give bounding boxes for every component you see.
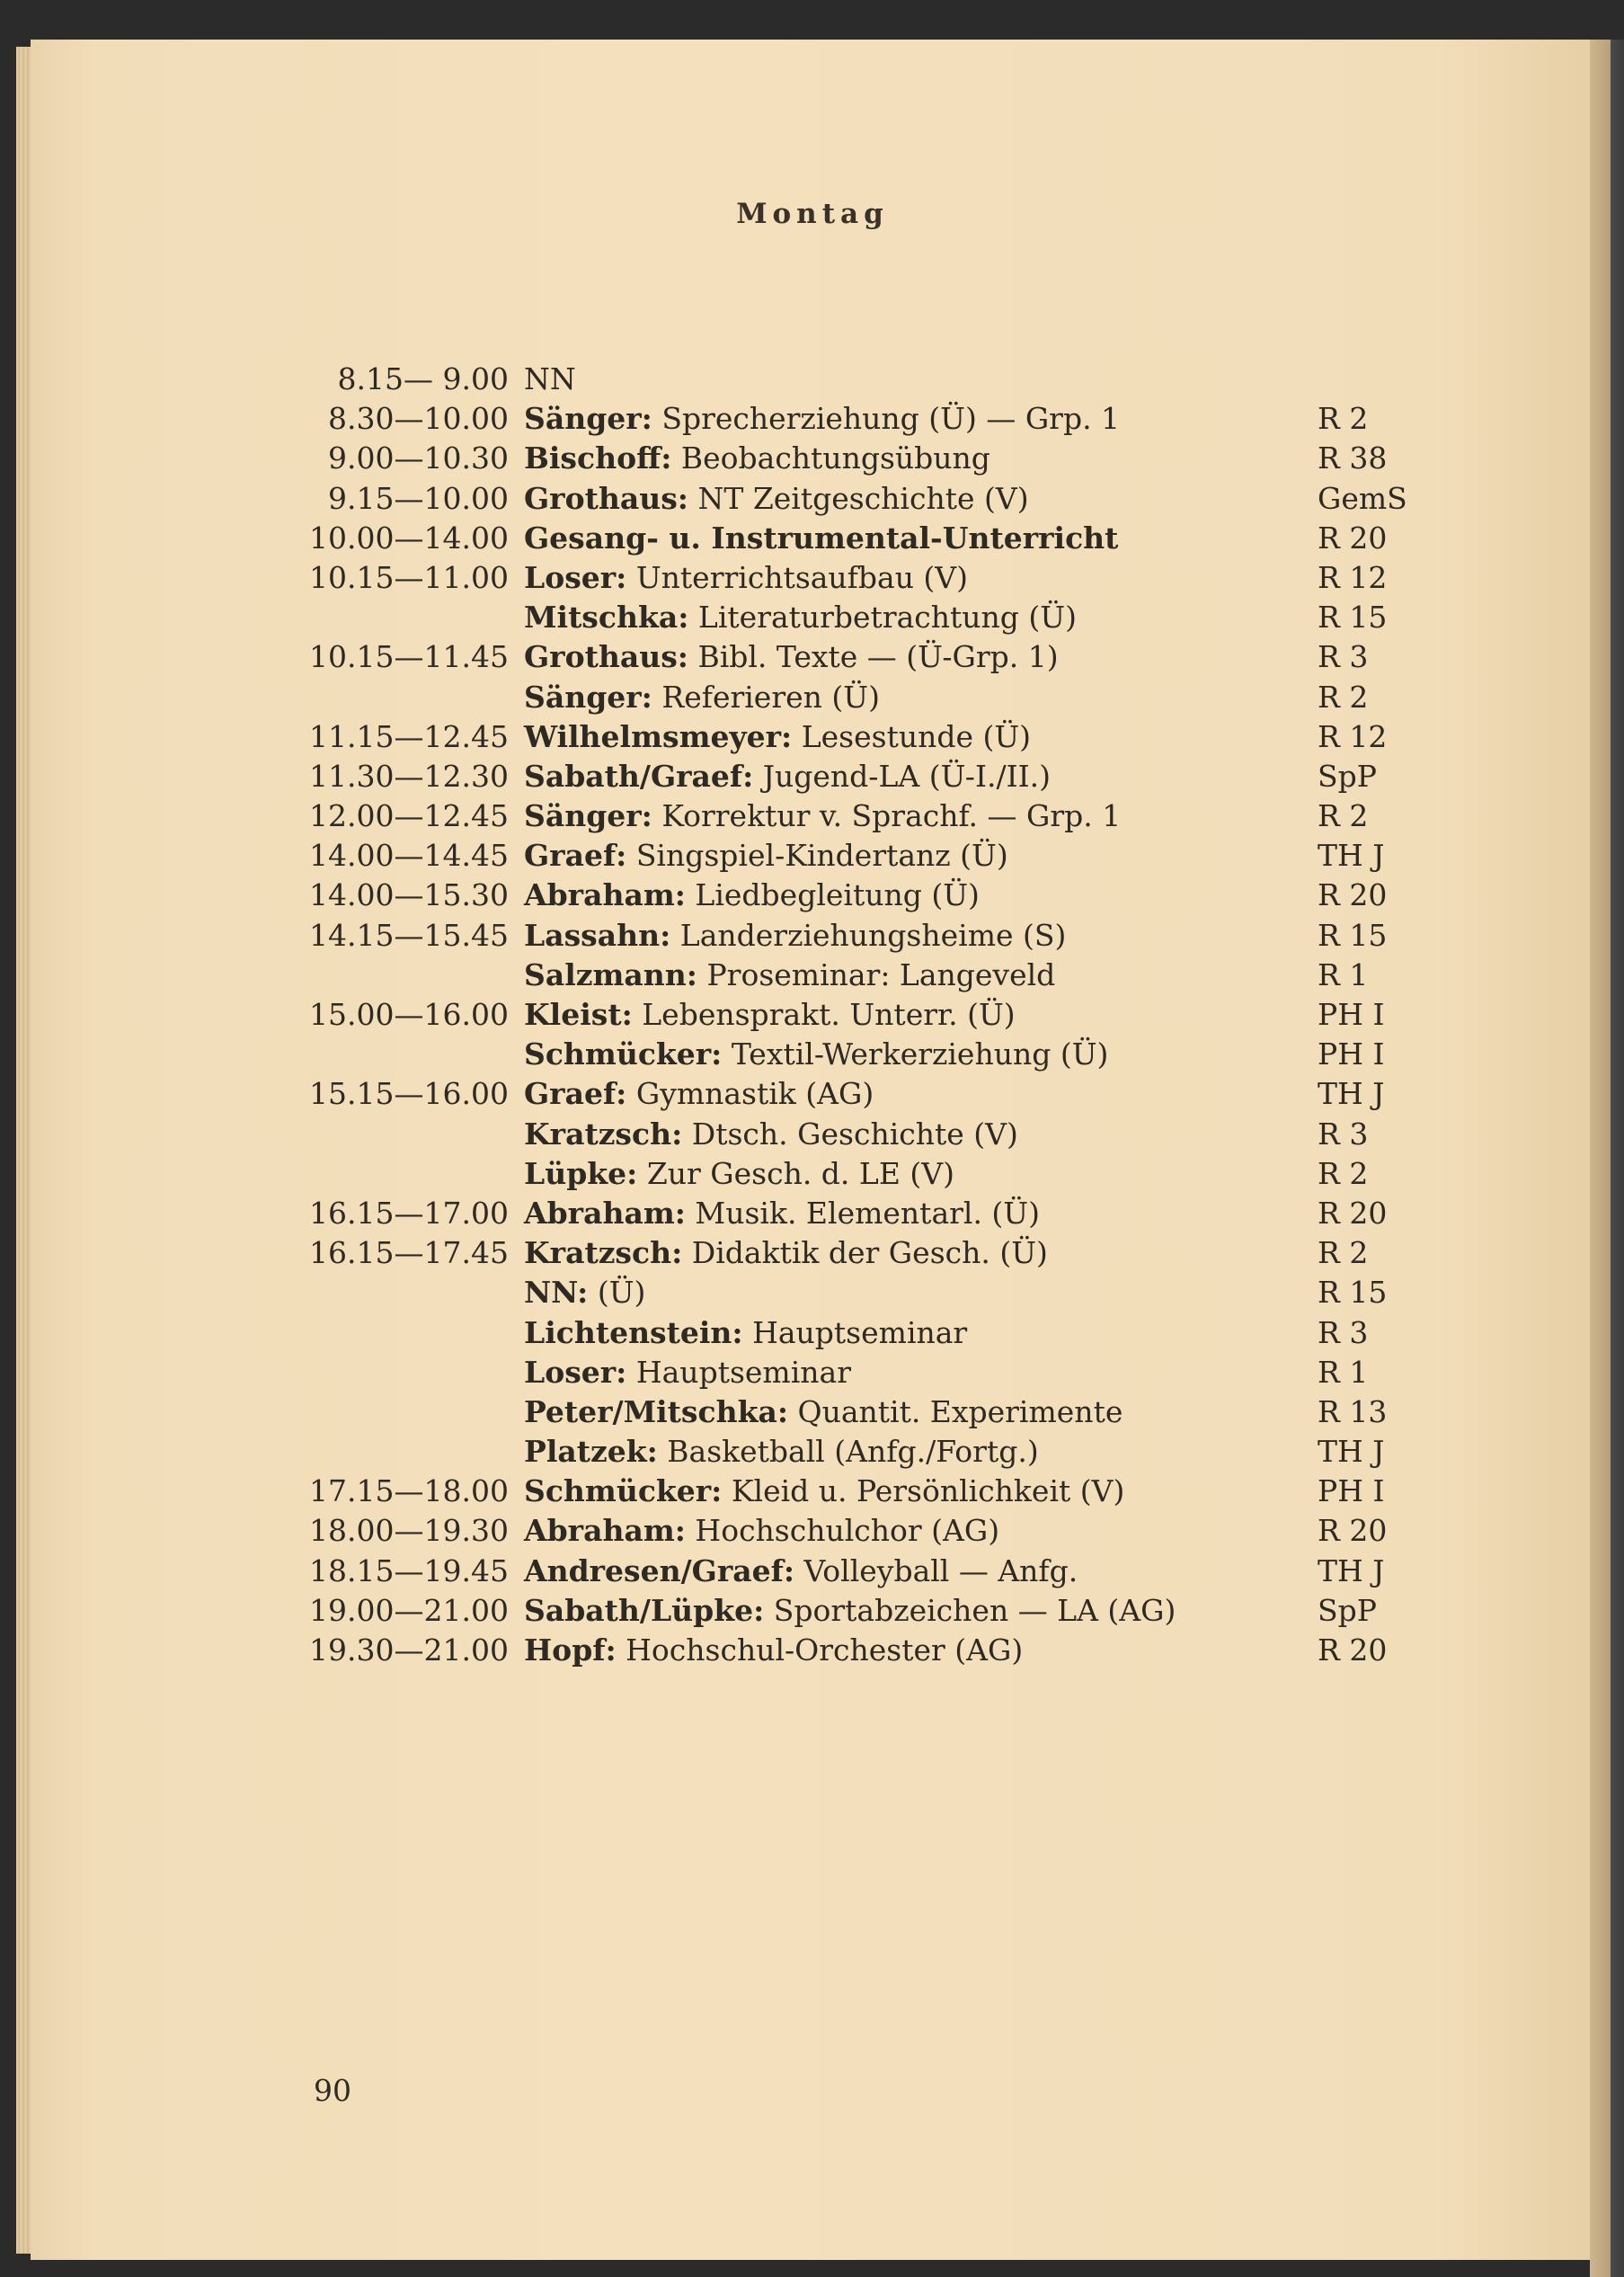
course-title: Didaktik der Gesch. (Ü) <box>691 1235 1048 1271</box>
lecturer-name: Sänger: <box>524 798 652 834</box>
course-entry <box>524 1035 1108 1074</box>
lecturer-name: Lichtenstein: <box>524 1314 743 1350</box>
time-slot: 14.00—15.30 <box>309 877 509 913</box>
lecturer-name: Peter/Mitschka: <box>524 1393 789 1429</box>
room: R 2 <box>1318 401 1369 437</box>
separator <box>753 759 763 794</box>
time-slot: 16.15—17.45 <box>309 1235 509 1271</box>
course-entry <box>524 717 1031 757</box>
schedule-row <box>273 479 1424 519</box>
course-title: Hochschulchor (AG) <box>695 1513 1000 1549</box>
course-entry <box>524 1115 1018 1154</box>
course-entry <box>524 439 990 478</box>
room: R 20 <box>1318 1632 1388 1668</box>
schedule-row <box>273 836 1424 876</box>
time-slot: 19.00—21.00 <box>309 1592 509 1628</box>
time-slot: 18.15—19.45 <box>309 1552 509 1588</box>
schedule-row <box>273 399 1424 439</box>
course-title: Jugend-LA (Ü-I./II.) <box>762 758 1052 794</box>
course-entry <box>524 1552 1078 1591</box>
course-title: NT Zeitgeschichte (V) <box>697 480 1029 516</box>
lecturer-name: Sänger: <box>524 401 652 437</box>
course-entry <box>524 360 576 399</box>
separator <box>617 1632 626 1668</box>
schedule-row <box>273 757 1424 796</box>
course-title: Hauptseminar <box>635 1354 851 1390</box>
course-entry <box>524 519 1118 558</box>
lecturer-name: Wilhelmsmeyer: <box>524 718 793 754</box>
page-number: 90 <box>314 2073 351 2108</box>
room: R 2 <box>1318 679 1369 715</box>
room: R 2 <box>1318 1235 1369 1271</box>
room: PH I <box>1318 1036 1385 1072</box>
time-slot: 11.30—12.30 <box>309 758 509 794</box>
time-slot: 14.15—15.45 <box>309 917 509 953</box>
room: R 20 <box>1318 1195 1388 1231</box>
schedule-row <box>273 1353 1424 1392</box>
course-entry <box>524 1511 999 1551</box>
time-slot: 15.15—16.00 <box>309 1076 509 1112</box>
time-slot: 14.00—14.45 <box>309 838 509 874</box>
room: R 2 <box>1318 798 1369 834</box>
room: R 3 <box>1318 1116 1369 1152</box>
course-title: (Ü) <box>597 1275 646 1311</box>
course-entry <box>524 1631 1023 1670</box>
course-title: Zur Gesch. d. LE (V) <box>646 1155 954 1191</box>
course-title: NN <box>524 361 576 396</box>
schedule-row <box>273 995 1424 1035</box>
lecturer-name: Platzek: <box>524 1434 658 1470</box>
separator <box>764 1593 774 1628</box>
time-slot: 9.15—10.00 <box>328 480 509 516</box>
separator <box>588 1275 598 1310</box>
room: R 3 <box>1318 639 1369 675</box>
time-slot: 11.15—12.45 <box>309 718 509 754</box>
separator <box>686 1513 696 1548</box>
course-title: Kleid u. Persönlichkeit (V) <box>731 1473 1125 1509</box>
course-entry <box>524 1273 645 1312</box>
separator <box>788 1394 798 1429</box>
lecturer-name: Loser: <box>524 559 627 595</box>
separator <box>626 838 636 873</box>
schedule-row <box>273 1392 1424 1432</box>
course-title: Hauptseminar <box>752 1314 968 1350</box>
course-entry <box>524 1194 1040 1233</box>
separator <box>792 719 802 754</box>
course-entry <box>524 399 1120 439</box>
course-title: Proseminar: Langeveld <box>706 956 1056 992</box>
lecturer-name: Mitschka: <box>524 600 689 636</box>
course-entry <box>524 1233 1048 1273</box>
course-title: Sprecherziehung (Ü) — Grp. 1 <box>661 401 1121 437</box>
time-slot: 8.30—10.00 <box>328 401 509 437</box>
separator <box>682 1116 692 1152</box>
course-entry <box>524 1392 1123 1432</box>
schedule-row <box>273 1432 1424 1472</box>
time-slot: 19.30—21.00 <box>309 1632 509 1668</box>
lecturer-name: Salzmann: <box>524 956 697 992</box>
separator <box>652 680 662 715</box>
course-entry <box>524 1432 1039 1472</box>
course-title: Unterrichtsaufbau (V) <box>635 559 969 595</box>
room: R 20 <box>1318 1513 1388 1549</box>
course-title: Textil-Werkerziehung (Ü) <box>731 1036 1109 1072</box>
lecturer-name: Abraham: <box>524 1513 686 1549</box>
room: R 1 <box>1318 956 1369 992</box>
schedule-row <box>273 1154 1424 1194</box>
time-slot: 15.00—16.00 <box>309 997 509 1032</box>
lecturer-name: Sänger: <box>524 679 652 715</box>
separator <box>637 1156 647 1191</box>
separator <box>652 798 662 833</box>
room: TH J <box>1318 1552 1385 1588</box>
room: PH I <box>1318 997 1385 1032</box>
course-entry <box>524 836 1008 876</box>
course-title: Liedbegleitung (Ü) <box>695 877 980 913</box>
schedule-row <box>273 1511 1424 1551</box>
schedule-row <box>273 1591 1424 1631</box>
schedule-row <box>273 1194 1424 1233</box>
schedule-row <box>273 1631 1424 1670</box>
time-slot: 16.15—17.00 <box>309 1195 509 1231</box>
lecturer-name: Sabath/Graef: <box>524 758 754 794</box>
room: R 3 <box>1318 1314 1369 1350</box>
course-entry <box>524 598 1077 637</box>
separator <box>722 1473 732 1508</box>
separator <box>658 1434 668 1469</box>
course-entry <box>524 1074 874 1114</box>
course-entry <box>524 995 1016 1035</box>
lecturer-name: Abraham: <box>524 877 686 913</box>
schedule-row <box>273 1115 1424 1154</box>
lecturer-name: Schmücker: <box>524 1473 723 1509</box>
course-title: Hochschul-Orchester (AG) <box>626 1632 1024 1668</box>
room: SpP <box>1318 1592 1377 1628</box>
time-slot: 9.00—10.30 <box>328 440 509 476</box>
book-spine <box>1590 40 1624 2277</box>
lecturer-name: Lassahn: <box>524 917 671 953</box>
course-entry <box>524 479 1029 519</box>
schedule-row <box>273 678 1424 717</box>
room: GemS <box>1318 480 1407 516</box>
course-title: Dtsch. Geschichte (V) <box>691 1116 1018 1152</box>
course-title: Referieren (Ü) <box>661 679 880 715</box>
separator <box>688 639 698 674</box>
room: R 12 <box>1318 718 1388 754</box>
time-slot: 12.00—12.45 <box>309 798 509 834</box>
course-title: Lesestunde (Ü) <box>801 718 1032 754</box>
time-slot: 10.00—14.00 <box>309 520 509 556</box>
room: R 1 <box>1318 1354 1369 1390</box>
course-title: Volleyball — Anfg. <box>803 1552 1078 1588</box>
separator <box>682 1235 692 1270</box>
room: PH I <box>1318 1473 1385 1509</box>
schedule-row <box>273 637 1424 677</box>
course-title: Korrektur v. Sprachf. — Grp. 1 <box>661 798 1122 834</box>
course-title: Sportabzeichen — LA (AG) <box>773 1592 1176 1628</box>
lecturer-name: NN: <box>524 1275 589 1311</box>
lecturer-name: Andresen/Graef: <box>524 1552 794 1588</box>
time-slot: 10.15—11.00 <box>309 559 509 595</box>
page-title: Montag <box>736 198 889 230</box>
room: TH J <box>1318 1434 1385 1470</box>
room: TH J <box>1318 838 1385 874</box>
schedule-row <box>273 796 1424 836</box>
lecturer-name: Lüpke: <box>524 1155 638 1191</box>
time-slot: 17.15—18.00 <box>309 1473 509 1509</box>
separator <box>688 481 698 516</box>
book-page <box>31 40 1600 2260</box>
course-title: Bibl. Texte — (Ü-Grp. 1) <box>697 639 1059 675</box>
lecturer-name: Gesang- u. Instrumental-Unterricht <box>524 520 1119 556</box>
schedule-row <box>273 1552 1424 1591</box>
lecturer-name: Graef: <box>524 1076 627 1112</box>
schedule-row <box>273 1273 1424 1312</box>
lecturer-name: Loser: <box>524 1354 627 1390</box>
schedule-list <box>273 360 1424 1670</box>
course-entry <box>524 637 1059 677</box>
separator <box>633 997 643 1032</box>
room: SpP <box>1318 758 1377 794</box>
course-entry <box>524 757 1051 796</box>
room: R 20 <box>1318 877 1388 913</box>
time-slot: 18.00—19.30 <box>309 1513 509 1549</box>
separator <box>688 600 698 635</box>
separator <box>671 440 681 476</box>
schedule-row <box>273 439 1424 478</box>
room: R 15 <box>1318 600 1388 636</box>
course-entry <box>524 678 880 717</box>
time-slot: 10.15—11.45 <box>309 639 509 675</box>
lecturer-name: Sabath/Lüpke: <box>524 1592 765 1628</box>
schedule-row <box>273 1472 1424 1511</box>
schedule-row <box>273 717 1424 757</box>
course-entry <box>524 1353 851 1392</box>
lecturer-name: Graef: <box>524 838 627 874</box>
schedule-row <box>273 1074 1424 1114</box>
lecturer-name: Grothaus: <box>524 480 688 516</box>
separator <box>686 877 696 912</box>
lecturer-name: Bischoff: <box>524 440 672 476</box>
room: TH J <box>1318 1076 1385 1112</box>
separator <box>652 401 662 436</box>
course-title: Gymnastik (AG) <box>635 1076 874 1112</box>
lecturer-name: Schmücker: <box>524 1036 723 1072</box>
schedule-row <box>273 916 1424 956</box>
course-title: Lebensprakt. Unterr. (Ü) <box>642 997 1016 1032</box>
time-slot: 8.15— 9.00 <box>337 361 509 396</box>
lecturer-name: Hopf: <box>524 1632 617 1668</box>
schedule-row <box>273 558 1424 598</box>
course-title: Basketball (Anfg./Fortg.) <box>667 1434 1039 1470</box>
course-title: Musik. Elementarl. (Ü) <box>695 1195 1040 1231</box>
separator <box>670 918 680 953</box>
course-entry <box>524 916 1066 956</box>
lecturer-name: Grothaus: <box>524 639 688 675</box>
separator <box>722 1036 732 1072</box>
course-entry <box>524 796 1121 836</box>
course-entry <box>524 956 1055 995</box>
schedule-row <box>273 876 1424 915</box>
schedule-row <box>273 1313 1424 1353</box>
course-title: Quantit. Experimente <box>797 1393 1123 1429</box>
separator <box>626 1076 636 1111</box>
schedule-row <box>273 598 1424 637</box>
separator <box>686 1196 696 1231</box>
separator <box>743 1315 753 1350</box>
lecturer-name: Kleist: <box>524 997 633 1032</box>
course-entry <box>524 1591 1176 1631</box>
separator <box>794 1553 804 1588</box>
room: R 15 <box>1318 1275 1388 1311</box>
separator <box>626 560 636 595</box>
lecturer-name: Kratzsch: <box>524 1116 683 1152</box>
course-title: Literaturbetrachtung (Ü) <box>697 600 1077 636</box>
room: R 12 <box>1318 559 1388 595</box>
room: R 20 <box>1318 520 1388 556</box>
room: R 15 <box>1318 917 1388 953</box>
schedule-row <box>273 1035 1424 1074</box>
course-title: Landerziehungsheime (S) <box>679 917 1067 953</box>
course-entry <box>524 876 980 915</box>
course-title: Beobachtungsübung <box>680 440 990 476</box>
course-entry <box>524 1313 967 1353</box>
course-entry <box>524 558 968 598</box>
separator <box>697 957 707 992</box>
room: R 2 <box>1318 1155 1369 1191</box>
schedule-row <box>273 1233 1424 1273</box>
room: R 38 <box>1318 440 1388 476</box>
course-entry <box>524 1154 954 1194</box>
room: R 13 <box>1318 1393 1388 1429</box>
course-title: Singspiel-Kindertanz (Ü) <box>635 838 1008 874</box>
schedule-row <box>273 956 1424 995</box>
lecturer-name: Abraham: <box>524 1195 686 1231</box>
lecturer-name: Kratzsch: <box>524 1235 683 1271</box>
schedule-row <box>273 519 1424 558</box>
course-entry <box>524 1472 1124 1511</box>
separator <box>626 1355 636 1390</box>
schedule-row <box>273 360 1424 399</box>
